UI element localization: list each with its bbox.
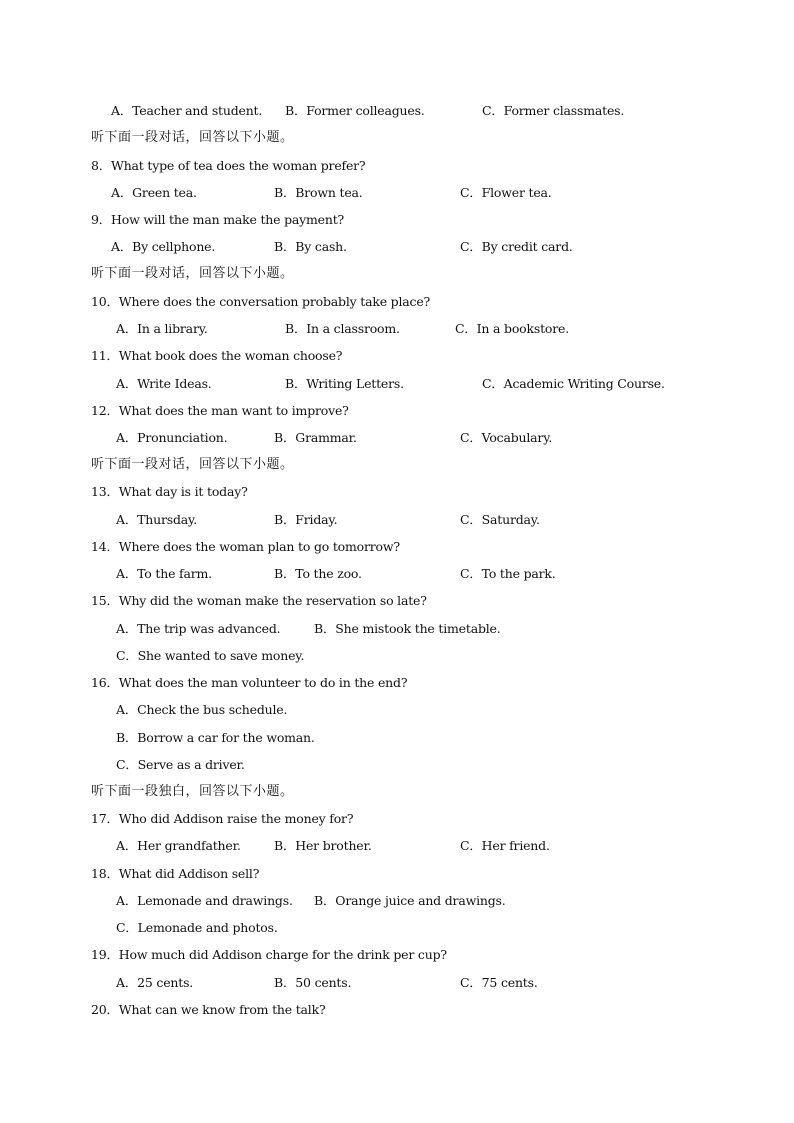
section-intro-dialogue: 听下面一段对话，回答以下小题。 [91, 457, 294, 472]
q17-stem: 17．Who did Addison raise the money for? [91, 811, 354, 826]
q10-option-a: A．In a library. [116, 321, 208, 336]
q9-option-c: C．By credit card. [460, 239, 573, 254]
q12-option-a: A．Pronunciation. [116, 430, 228, 445]
q12-option-c: C．Vocabulary. [460, 430, 553, 445]
q13-option-a: A．Thursday. [116, 512, 197, 527]
q16-option-a: A．Check the bus schedule. [116, 702, 288, 717]
q14-option-b: B．To the zoo. [274, 566, 362, 581]
q7-option-c: C．Former classmates. [482, 103, 625, 118]
q12-option-b: B．Grammar. [274, 430, 357, 445]
q7-option-b: B．Former colleagues. [285, 103, 425, 118]
q15-option-c: C．She wanted to save money. [116, 648, 305, 663]
q11-option-c: C．Academic Writing Course. [482, 376, 665, 391]
q14-option-c: C．To the park. [460, 566, 556, 581]
q8-option-c: C．Flower tea. [460, 185, 552, 200]
q17-option-b: B．Her brother. [274, 838, 372, 853]
section-intro-monologue: 听下面一段独白，回答以下小题。 [91, 784, 294, 799]
q16-option-c: C．Serve as a driver. [116, 757, 245, 772]
q11-option-b: B．Writing Letters. [285, 376, 404, 391]
q19-stem: 19．How much did Addison charge for the drink per cup? [91, 947, 447, 962]
q7-option-a: A．Teacher and student. [111, 103, 263, 118]
q8-option-b: B．Brown tea. [274, 185, 363, 200]
q10-option-b: B．In a classroom. [285, 321, 400, 336]
q10-option-c: C．In a bookstore. [455, 321, 569, 336]
q15-option-a: A．The trip was advanced. [116, 621, 281, 636]
q14-stem: 14．Where does the woman plan to go tomorrow? [91, 539, 400, 554]
q13-stem: 13．What day is it today? [91, 484, 248, 499]
q10-stem: 10．Where does the conversation probably take place? [91, 294, 431, 309]
q8-option-a: A．Green tea. [111, 185, 197, 200]
q18-option-a: A．Lemonade and drawings. [116, 893, 293, 908]
q19-option-a: A．25 cents. [116, 975, 194, 990]
section-intro-dialogue: 听下面一段对话，回答以下小题。 [91, 130, 294, 145]
q9-option-b: B．By cash. [274, 239, 347, 254]
q13-option-c: C．Saturday. [460, 512, 540, 527]
q14-option-a: A．To the farm. [116, 566, 212, 581]
q19-option-b: B．50 cents. [274, 975, 352, 990]
q11-option-a: A．Write Ideas. [116, 376, 212, 391]
q19-option-c: C．75 cents. [460, 975, 538, 990]
q20-stem: 20．What can we know from the talk? [91, 1002, 326, 1017]
q17-option-c: C．Her friend. [460, 838, 550, 853]
q9-stem: 9．How will the man make the payment? [91, 212, 345, 227]
section-intro-dialogue: 听下面一段对话，回答以下小题。 [91, 266, 294, 281]
q18-option-b: B．Orange juice and drawings. [314, 893, 506, 908]
q8-stem: 8．What type of tea does the woman prefer? [91, 158, 366, 173]
q15-option-b: B．She mistook the timetable. [314, 621, 501, 636]
q13-option-b: B．Friday. [274, 512, 338, 527]
q16-stem: 16．What does the man volunteer to do in the end? [91, 675, 408, 690]
q18-stem: 18．What did Addison sell? [91, 866, 260, 881]
q9-option-a: A．By cellphone. [111, 239, 216, 254]
q12-stem: 12．What does the man want to improve? [91, 403, 349, 418]
q17-option-a: A．Her grandfather. [116, 838, 241, 853]
q15-stem: 15．Why did the woman make the reservation so late? [91, 593, 427, 608]
q18-option-c: C．Lemonade and photos. [116, 920, 278, 935]
q11-stem: 11．What book does the woman choose? [91, 348, 343, 363]
q16-option-b: B．Borrow a car for the woman. [116, 730, 315, 745]
